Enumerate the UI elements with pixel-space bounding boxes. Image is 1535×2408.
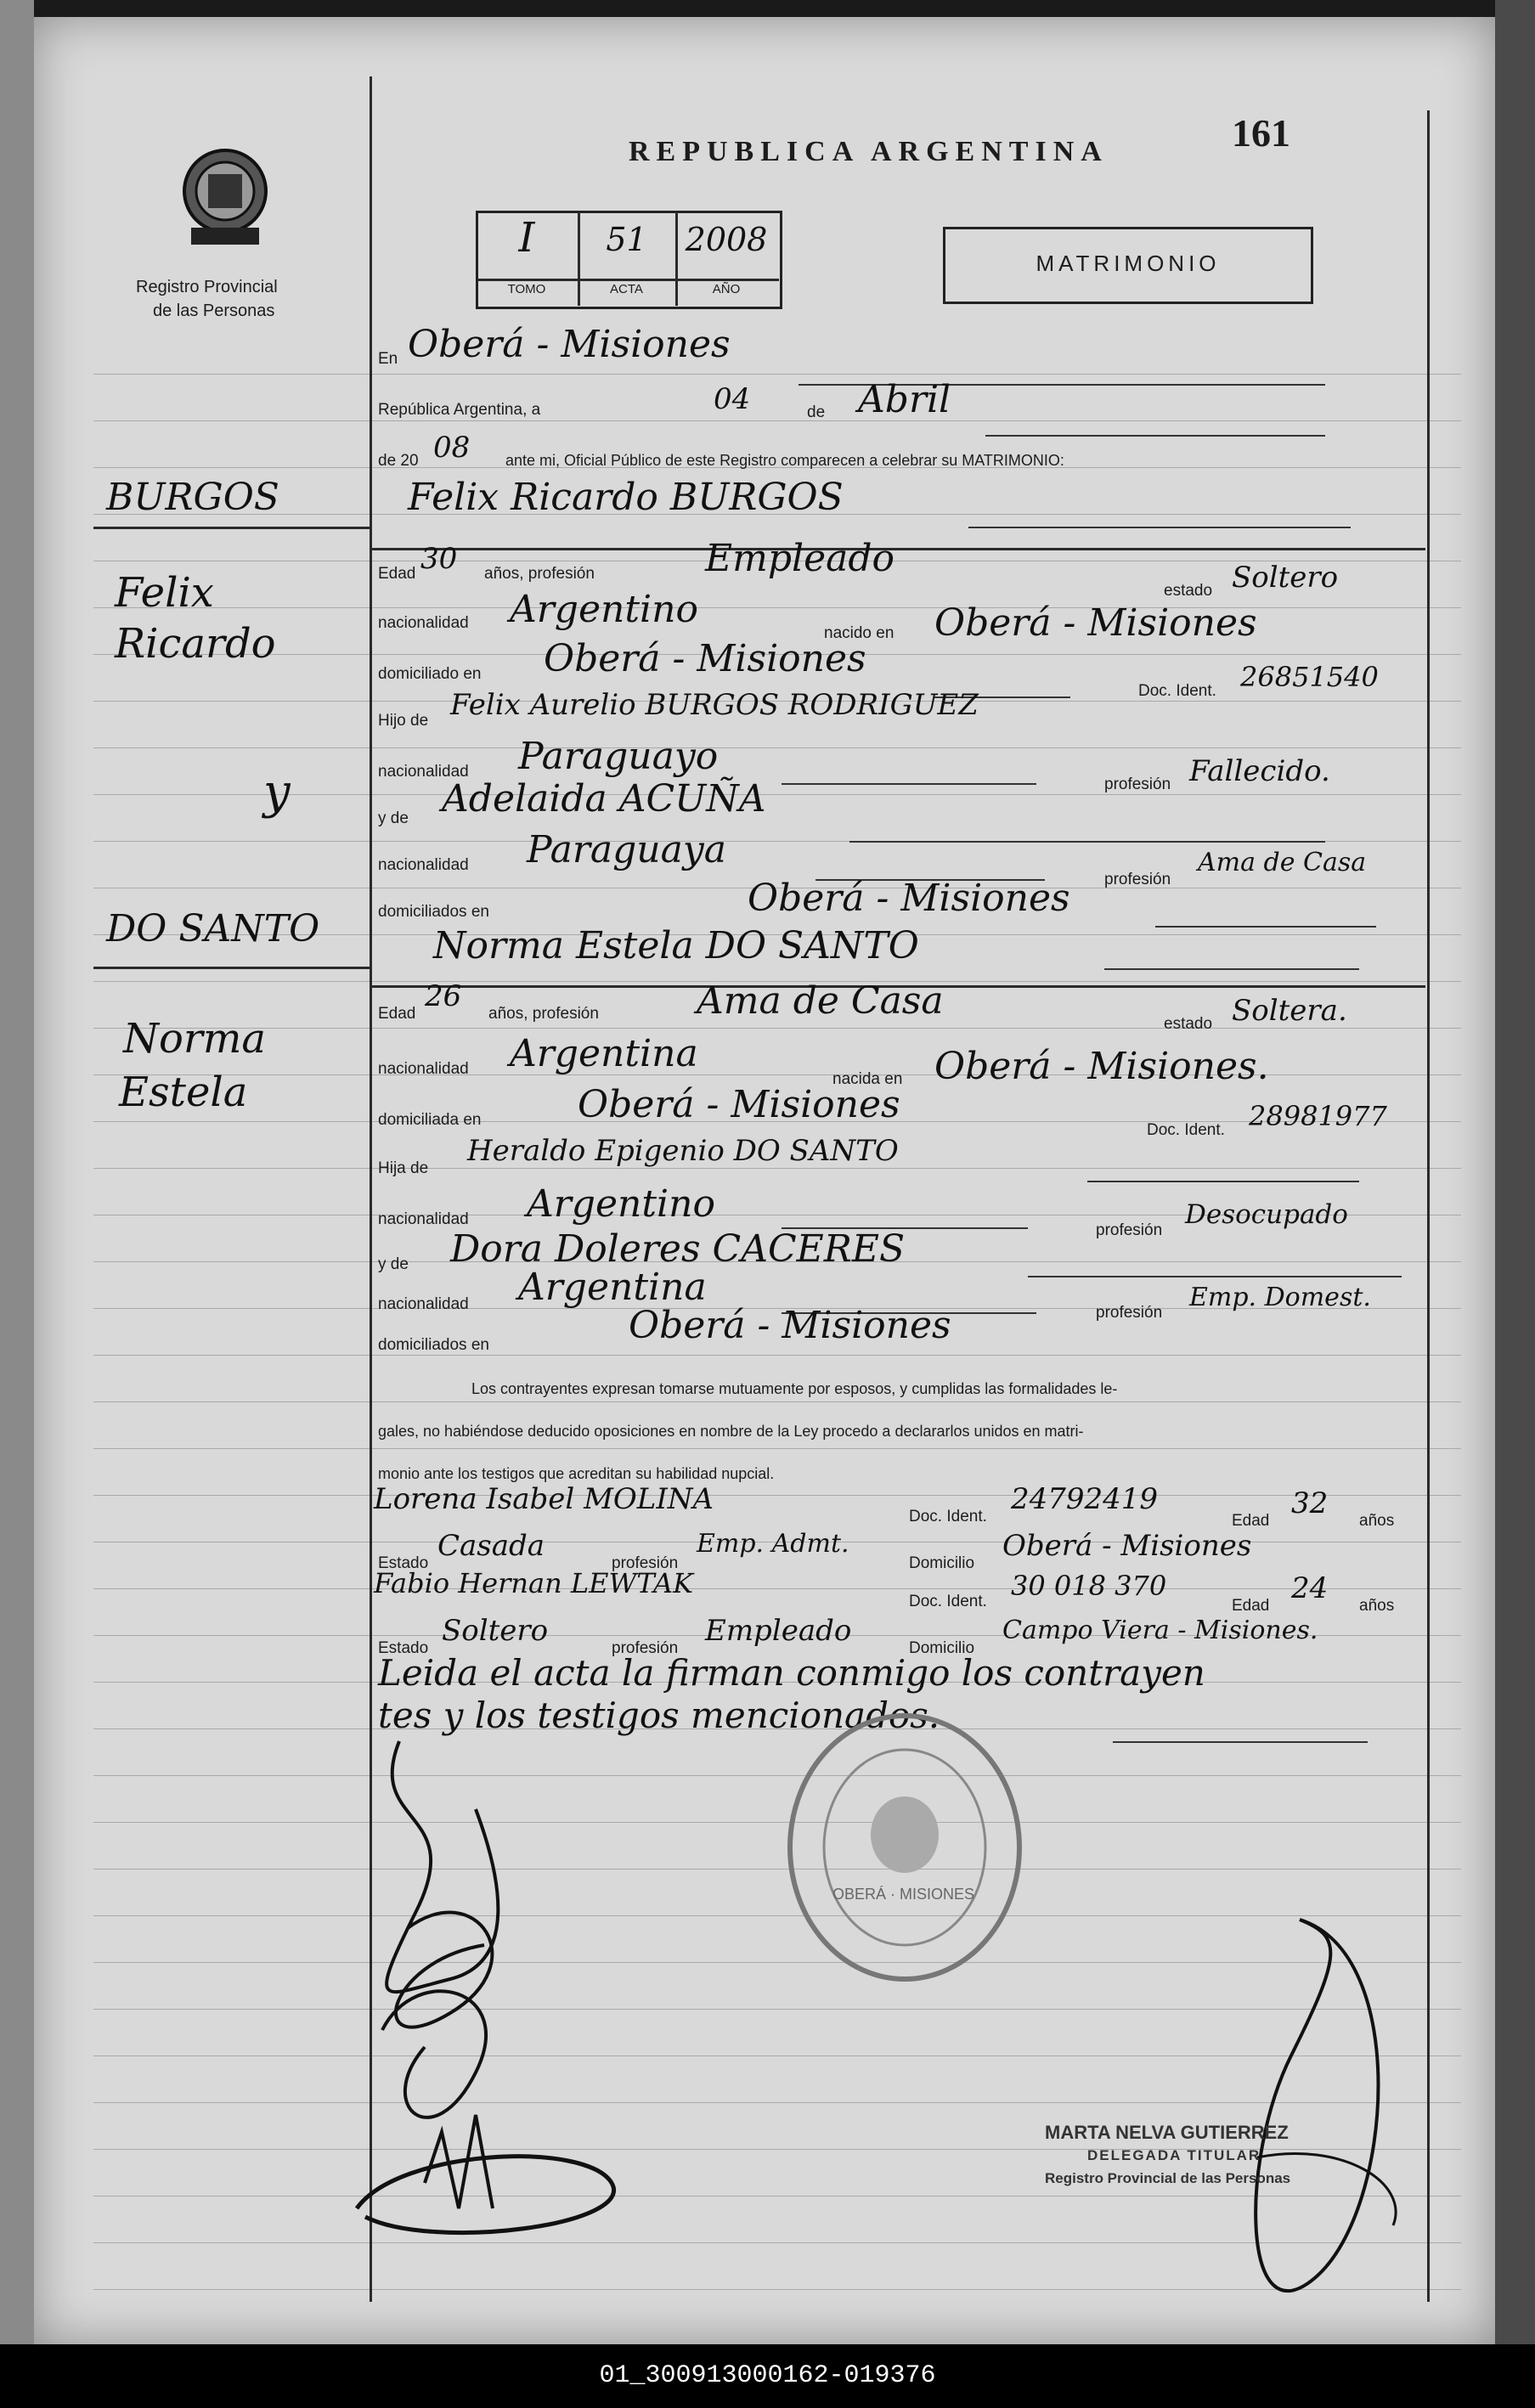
witness2-edad-label: Edad [1232,1597,1270,1615]
round-seal [782,1707,1028,1988]
witness1-age: 32 [1291,1486,1329,1520]
groom-nationality: Argentino [510,588,698,631]
intro-statement: ante mi, Oficial Público de este Registro comparecen a celebrar su MATRIMONIO: [505,452,1064,469]
bride-birthplace: Oberá - Misiones. [934,1045,1269,1088]
bride-nacida-label: nacida en [832,1070,903,1088]
book-right-edge [1495,0,1535,2344]
groom-father-nationality: Paraguayo [518,735,719,778]
book-left-edge [0,0,34,2344]
bride-doc: 28981977 [1249,1100,1387,1132]
ruled-line [93,1588,1461,1589]
groom-mother-nat-label: nacionalidad [378,856,469,874]
groom-dom-label: domiciliado en [378,665,482,683]
witness1-prof-label: profesión [612,1554,679,1572]
witness2-prof-label: profesión [612,1639,679,1657]
groom-hijo-label: Hijo de [378,712,429,730]
declaration-line3: monio ante los testigos que acreditan su habilidad nupcial. [378,1465,775,1482]
ruled-line [93,1168,1461,1169]
month: Abril [858,378,951,421]
ruled-line [93,1401,1461,1402]
stamp-line1: MARTA NELVA GUTIERREZ [1045,2122,1289,2143]
bride-estado-label: estado [1164,1015,1213,1033]
groom-doc-label: Doc. Ident. [1138,682,1216,700]
bride-mother-profession: Emp. Domest. [1189,1283,1371,1312]
witness2-dom-label: Domicilio [909,1639,975,1657]
closing-line1: Leida el acta la firman conmigo los contrayen [378,1652,1205,1694]
signatures-left [348,1707,629,2251]
closing-line2: tes y los testigos mencionados. [378,1695,940,1736]
ruled-line [93,1495,1461,1496]
bride-age: 26 [425,979,462,1013]
witness2-age: 24 [1291,1571,1329,1605]
bride-mother-nat-label: nacionalidad [378,1295,469,1313]
ano-value: 2008 [685,221,768,258]
bride-mother: Dora Doleres CACERES [450,1227,906,1271]
groom-parents-domicile: Oberá - Misiones [748,877,1070,920]
bride-father-prof-label: profesión [1096,1221,1163,1239]
registry-line1: Registro Provincial [136,278,278,296]
witness1-doc: 24792419 [1011,1482,1159,1516]
groom-edad-label: Edad [378,565,416,583]
witness1-estado-label: Estado [378,1554,429,1572]
signature-right [1172,1903,1427,2302]
groom-nacido-label: nacido en [824,624,894,642]
witness2-profession: Empleado [705,1614,852,1648]
witness1-name: Lorena Isabel MOLINA [374,1482,714,1516]
groom-profession: Empleado [705,537,895,580]
bride-nat-label: nacionalidad [378,1060,469,1078]
ruled-line [93,420,1461,421]
bride-father: Heraldo Epigenio DO SANTO [467,1134,899,1168]
declaration-line2: gales, no habiéndose deducido oposiciones en nombre de la Ley procedo a declararlos unidos en matri- [378,1423,1084,1440]
witness1-edad-label: Edad [1232,1512,1270,1530]
groom-father-nat-label: nacionalidad [378,763,469,781]
witness2-doc: 30 018 370 [1011,1570,1167,1602]
ruled-line [93,794,1461,795]
bride-father-nat-label: nacionalidad [378,1210,469,1228]
acta-value: 51 [606,221,647,258]
margin-groom-name2: Ricardo [115,620,276,668]
ruled-line [93,1448,1461,1449]
groom-domicile: Oberá - Misiones [544,637,866,680]
ruled-line [93,1822,1461,1823]
bride-civil-status: Soltera. [1232,994,1347,1028]
bride-doc-label: Doc. Ident. [1147,1121,1225,1139]
groom-father: Felix Aurelio BURGOS RODRIGUEZ [450,688,979,722]
tomo-label: TOMO [507,282,546,296]
registry-line2: de las Personas [153,302,275,320]
image-id-footer: 01_300913000162-019376 [0,2344,1535,2408]
groom-mother: Adelaida ACUÑA [442,777,766,821]
groom-anos-label: años, profesión [484,565,595,583]
bride-profession: Ama de Casa [697,979,944,1023]
bride-parents-domicile: Oberá - Misiones [629,1304,951,1347]
groom-yde-label: y de [378,809,409,827]
stamp-line3: Registro Provincial de las Personas [1045,2170,1291,2186]
record-type: MATRIMONIO [1036,251,1221,276]
bride-mother-prof-label: profesión [1096,1304,1163,1322]
bride-nationality: Argentina [510,1032,698,1075]
declaration-line1: Los contrayentes expresan tomarse mutuamente por esposos, y cumplidas las formalidades le- [471,1380,1118,1397]
groom-nat-label: nacionalidad [378,614,469,632]
groom-mother-profession: Ama de Casa [1198,848,1367,877]
witness1-domicile: Oberá - Misiones [1002,1529,1252,1563]
margin-conjunction: y [263,764,291,820]
witness2-doc-label: Doc. Ident. [909,1593,987,1610]
day: 04 [714,382,751,416]
ruled-line [93,1355,1461,1356]
groom-mother-nationality: Paraguaya [527,828,726,871]
margin-bride-name1: Norma [123,1015,266,1063]
witness1-status: Casada [437,1529,545,1563]
groom-civil-status: Soltero [1232,561,1339,595]
page-number: 161 [1232,111,1290,155]
groom-parents-dom-label: domiciliados en [378,903,489,921]
witness2-name: Fabio Hernan LEWTAK [374,1567,693,1599]
bride-edad-label: Edad [378,1005,416,1023]
de-label: de [807,403,826,421]
bride-father-profession: Desocupado [1185,1199,1348,1230]
year-prefix: de 20 [378,452,419,470]
witness1-doc-label: Doc. Ident. [909,1508,987,1525]
bride-mother-nationality: Argentina [518,1266,707,1309]
witness2-status: Soltero [442,1614,549,1648]
groom-father-prof-label: profesión [1104,775,1171,793]
year-suffix: 08 [433,431,471,465]
groom-full-name: Felix Ricardo BURGOS [408,476,844,519]
country-heading: REPUBLICA ARGENTINA [629,136,1109,167]
witness1-dom-label: Domicilio [909,1554,975,1572]
acta-label: ACTA [610,282,643,296]
ruled-line [93,1775,1461,1776]
groom-mother-prof-label: profesión [1104,871,1171,888]
tomo-value: I [518,214,535,262]
register-page [34,17,1495,2344]
right-border-line [1427,110,1430,2302]
groom-birthplace: Oberá - Misiones [934,601,1257,645]
ruled-line [93,747,1461,748]
margin-groom-surname: BURGOS [106,476,279,519]
groom-age: 30 [420,542,458,576]
bride-anos-label: años, profesión [488,1005,599,1023]
witness2-domicile: Campo Viera - Misiones. [1002,1616,1318,1645]
margin-bride-surname: DO SANTO [106,907,320,950]
seal-emblem [178,144,272,255]
groom-father-profession: Fallecido. [1189,754,1330,788]
witness1-anos-label: años [1359,1512,1395,1530]
place: Oberá - Misiones [408,323,731,366]
groom-doc: 26851540 [1240,661,1379,693]
bride-full-name: Norma Estela DO SANTO [433,924,919,967]
bride-domicile: Oberá - Misiones [578,1083,900,1126]
ruled-line [93,1028,1461,1029]
republica-label: República Argentina, a [378,401,541,419]
ruled-line [93,374,1461,375]
bride-dom-label: domiciliada en [378,1111,482,1129]
bride-hija-label: Hija de [378,1159,429,1177]
witness1-profession: Emp. Admt. [697,1529,849,1559]
en-label: En [378,350,398,368]
margin-bride-name2: Estela [119,1069,248,1116]
bride-parents-dom-label: domiciliados en [378,1336,489,1354]
margin-groom-name1: Felix [115,569,214,617]
ano-label: AÑO [712,282,741,296]
bride-father-nationality: Argentino [527,1182,715,1226]
round-seal-text: OBERÁ · MISIONES [832,1886,975,1903]
groom-estado-label: estado [1164,582,1213,600]
bride-yde-label: y de [378,1255,409,1273]
witness2-estado-label: Estado [378,1639,429,1657]
witness2-anos-label: años [1359,1597,1395,1615]
stamp-line2: DELEGADA TITULAR [1087,2147,1261,2163]
